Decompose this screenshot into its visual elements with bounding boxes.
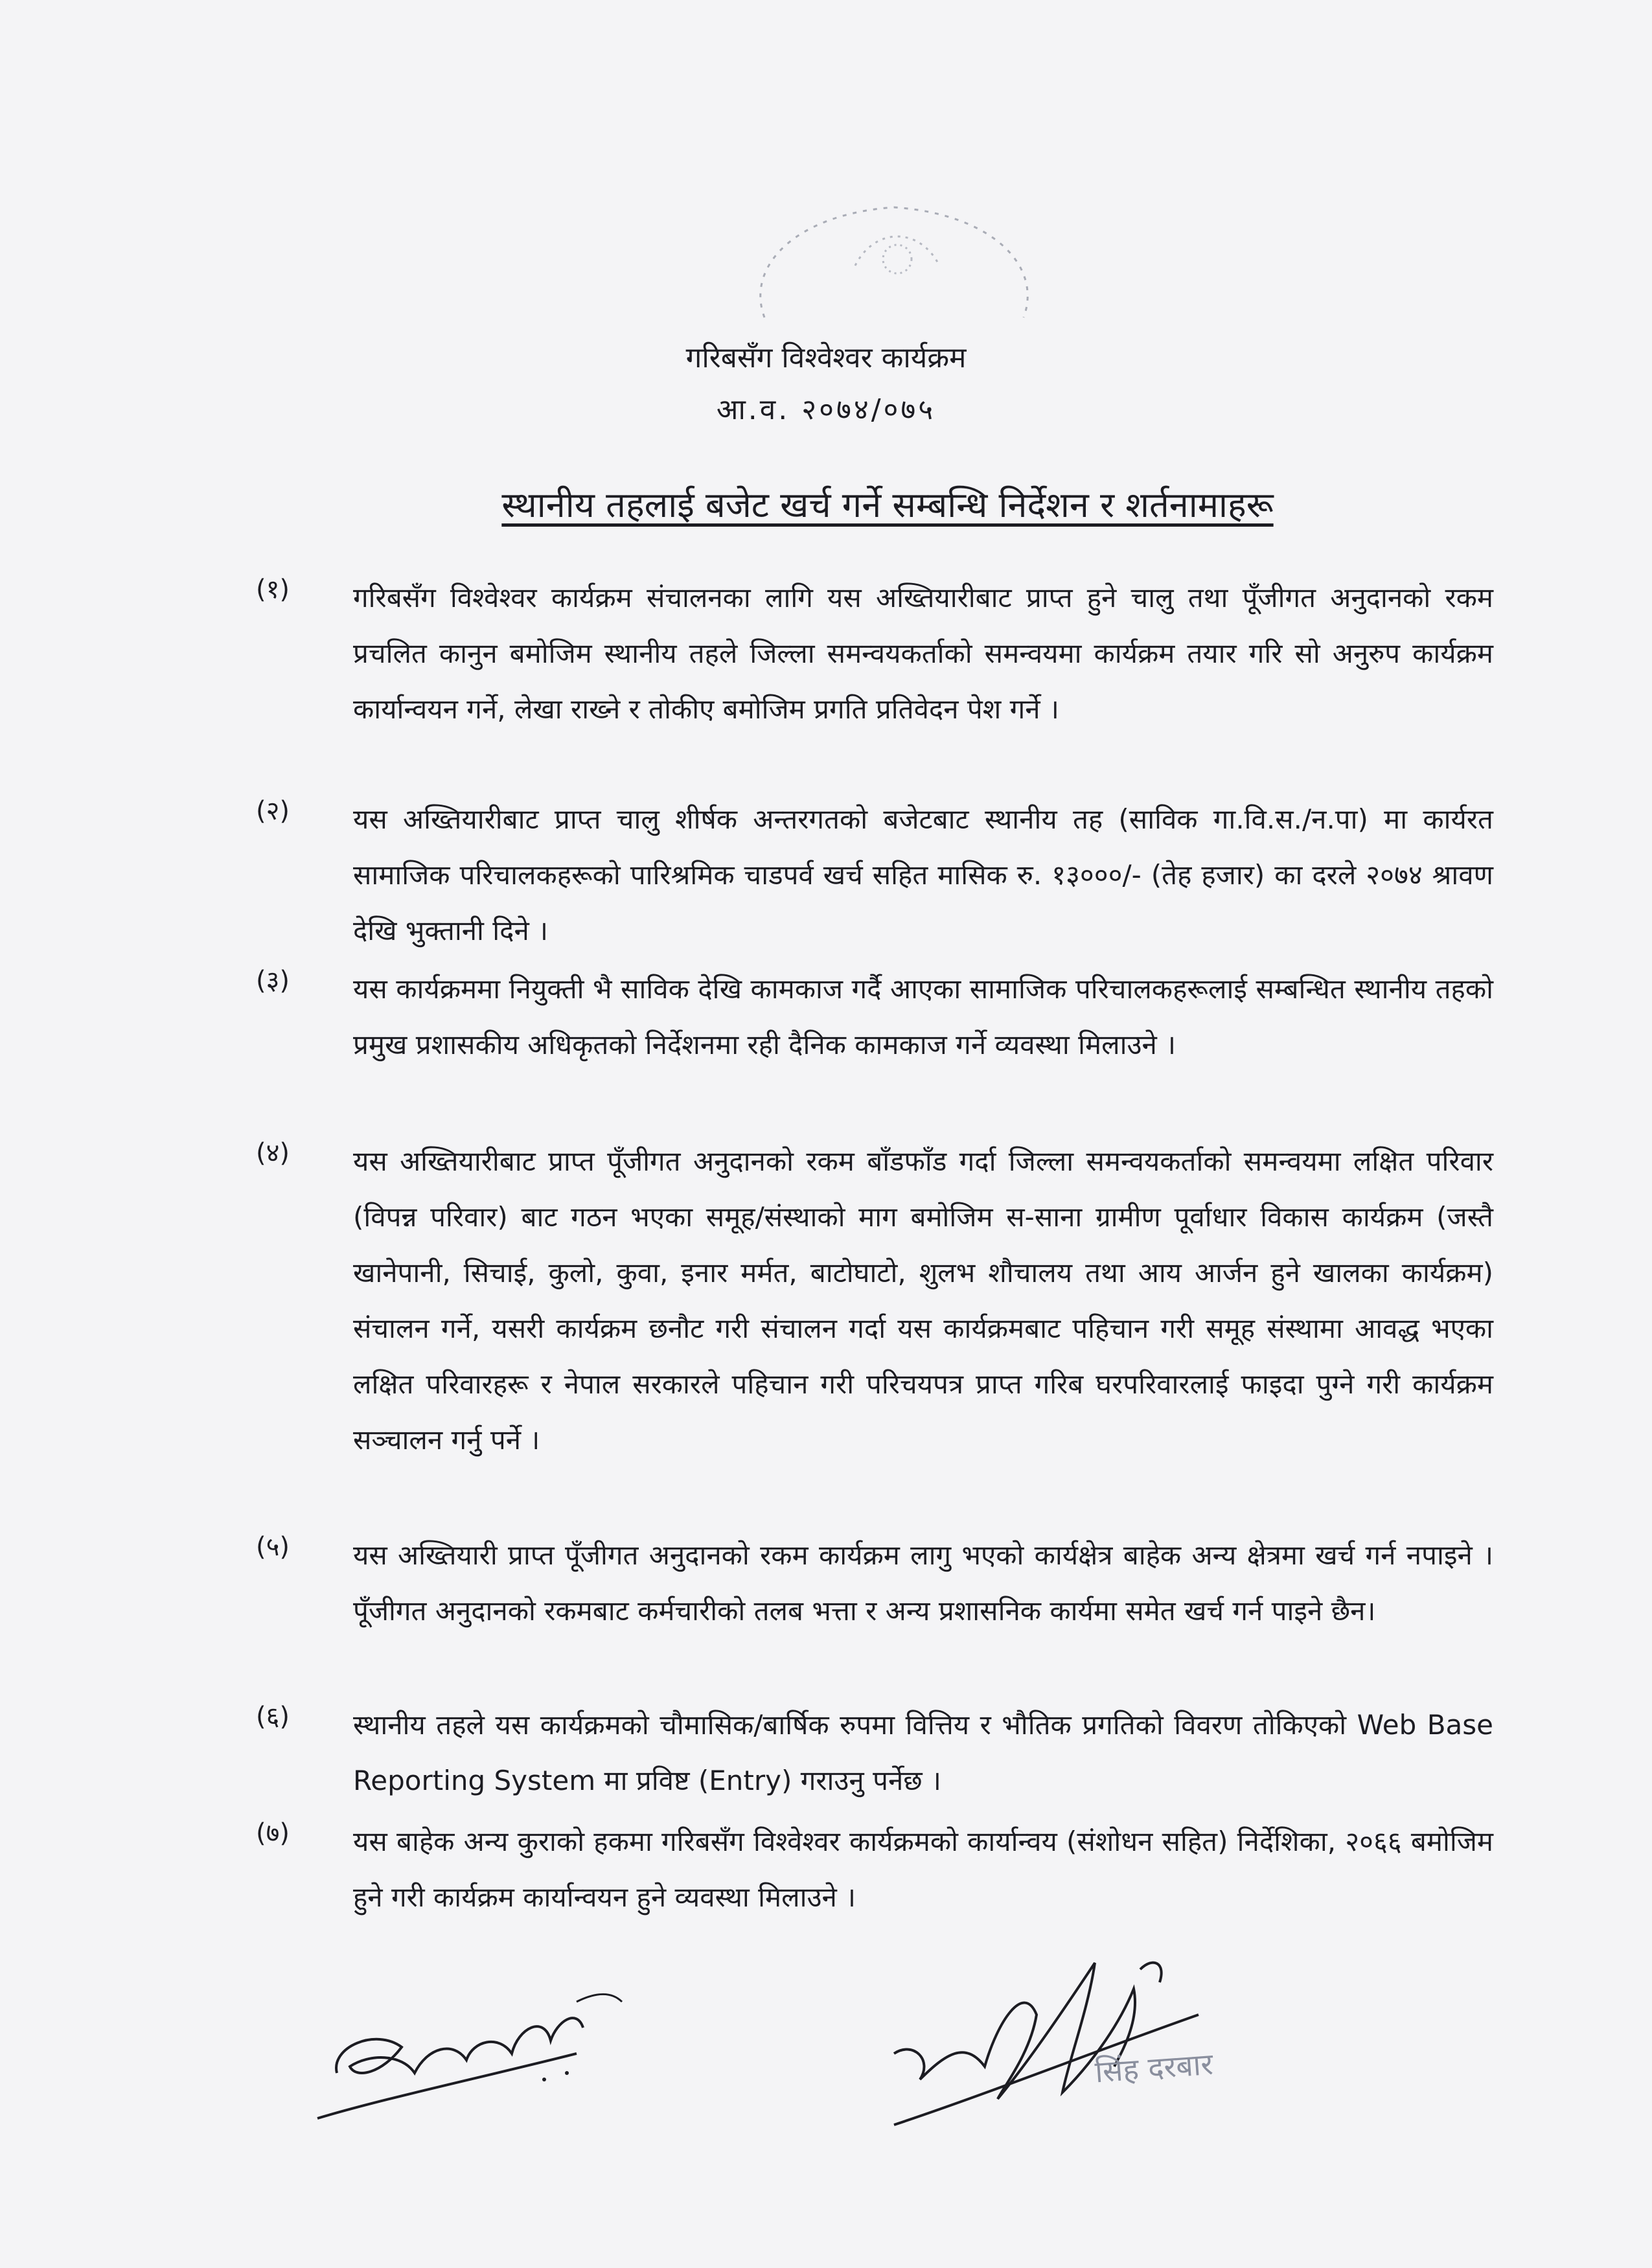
clause-text: यस अख्तियारीबाट प्राप्त चालु शीर्षक अन्तरगतको बजेटबाट स्थानीय तह (साविक गा.वि.स./न.पा) मा कार्यरत सामाजिक परिचालकहरूको पारिश्रमिक चाडपर्व खर्च सहित मासिक रु. १३०००/- (तेह हजार) का दरले २०७४ श्रावण देखि भुक्तानी दिने । xyxy=(353,803,1493,946)
clause-number: (३) xyxy=(256,966,290,996)
clause-number: (१) xyxy=(256,575,290,604)
clause-text: गरिबसँग विश्वेश्वर कार्यक्रम संचालनका लागि यस अख्तियारीबाट प्राप्त हुने चालु तथा पूँजीगत अनुदानको रकम प्रचलित कानुन बमोजिम स्थानीय तहले जिल्ला समन्वयकर्ताको समन्वयमा कार्यक्रम तयार गरि सो अनुरुप कार्यक्रम कार्यान्वयन गर्ने, लेखा राख्ने र तोकीए बमोजिम प्रगति प्रतिवेदन पेश गर्ने । xyxy=(353,582,1493,725)
clause-text: यस कार्यक्रममा नियुक्ती भै साविक देखि कामकाज गर्दै आएका सामाजिक परिचालकहरूलाई सम्बन्धित स्थानीय तहको प्रमुख प्रशासकीय अधिकृतको निर्देशनमा रही दैनिक कामकाज गर्ने व्यवस्था मिलाउने । xyxy=(353,973,1493,1060)
clause-number: (५) xyxy=(256,1532,290,1562)
signature-right xyxy=(875,1943,1276,2138)
clause-text: यस अख्तियारी प्राप्त पूँजीगत अनुदानको रकम कार्यक्रम लागु भएको कार्यक्षेत्र बाहेक अन्य क्षेत्रमा खर्च गर्न नपाइने । पूँजीगत अनुदानको रकमबाट कर्मचारीको तलब भत्ता र अन्य प्रशासनिक कार्यमा समेत खर्च गर्न पाइने छैन। xyxy=(353,1539,1493,1627)
signature-left xyxy=(304,1976,667,2131)
clause-text: यस बाहेक अन्य कुराको हकमा गरिबसँग विश्वेश्वर कार्यक्रमको कार्यान्वय (संशोधन सहित) निर्देशिका, २०६६ बमोजिम हुने गरी कार्यक्रम कार्यान्वयन हुने व्यवस्था मिलाउने । xyxy=(353,1826,1493,1913)
program-heading: गरिबसँग विश्वेश्वर कार्यक्रम xyxy=(685,341,967,374)
clause-number: (२) xyxy=(256,796,290,826)
document-title: स्थानीय तहलाई बजेट खर्च गर्ने सम्बन्धि निर्देशन र शर्तनामाहरू xyxy=(501,485,1274,525)
seal-emblem xyxy=(726,188,1062,350)
clause-number: (६) xyxy=(256,1702,290,1732)
fiscal-year: आ.व. २०७४/०७५ xyxy=(716,393,936,426)
clause-text: स्थानीय तहले यस कार्यक्रमको चौमासिक/बार्षिक रुपमा वित्तिय र भौतिक प्रगतिको विवरण तोकिएको Web Base Reporting System मा प्रविष्ट (Entry) गराउनु पर्नेछ । xyxy=(353,1709,1493,1796)
stamp-label: सिंह दरबार xyxy=(1094,2046,1215,2090)
clause-number: (७) xyxy=(256,1818,290,1848)
clause-text: यस अख्तियारीबाट प्राप्त पूँजीगत अनुदानको रकम बाँडफाँड गर्दा जिल्ला समन्वयकर्ताको समन्वयमा लक्षित परिवार (विपन्न परिवार) बाट गठन भएका समूह/संस्थाको माग बमोजिम स-साना ग्रामीण पूर्वाधार विकास कार्यक्रम (जस्तै खानेपानी, सिचाई, कुलो, कुवा, इनार मर्मत, बाटोघाटो, शुलभ शौचालय तथा आय आर्जन हुने खालका कार्यक्रम) संचालन गर्ने, यसरी कार्यक्रम छनौट गरी संचालन गर्दा यस कार्यक्रमबाट पहिचान गरी समूह संस्थामा आवद्ध भएका लक्षित परिवारहरू र नेपाल सरकारले पहिचान गरी परिचयपत्र प्राप्त गरिब घरपरिवारलाई फाइदा पुग्ने गरी कार्यक्रम सञ्चालन गर्नु पर्ने । xyxy=(353,1145,1493,1456)
clause-number: (४) xyxy=(256,1138,290,1168)
